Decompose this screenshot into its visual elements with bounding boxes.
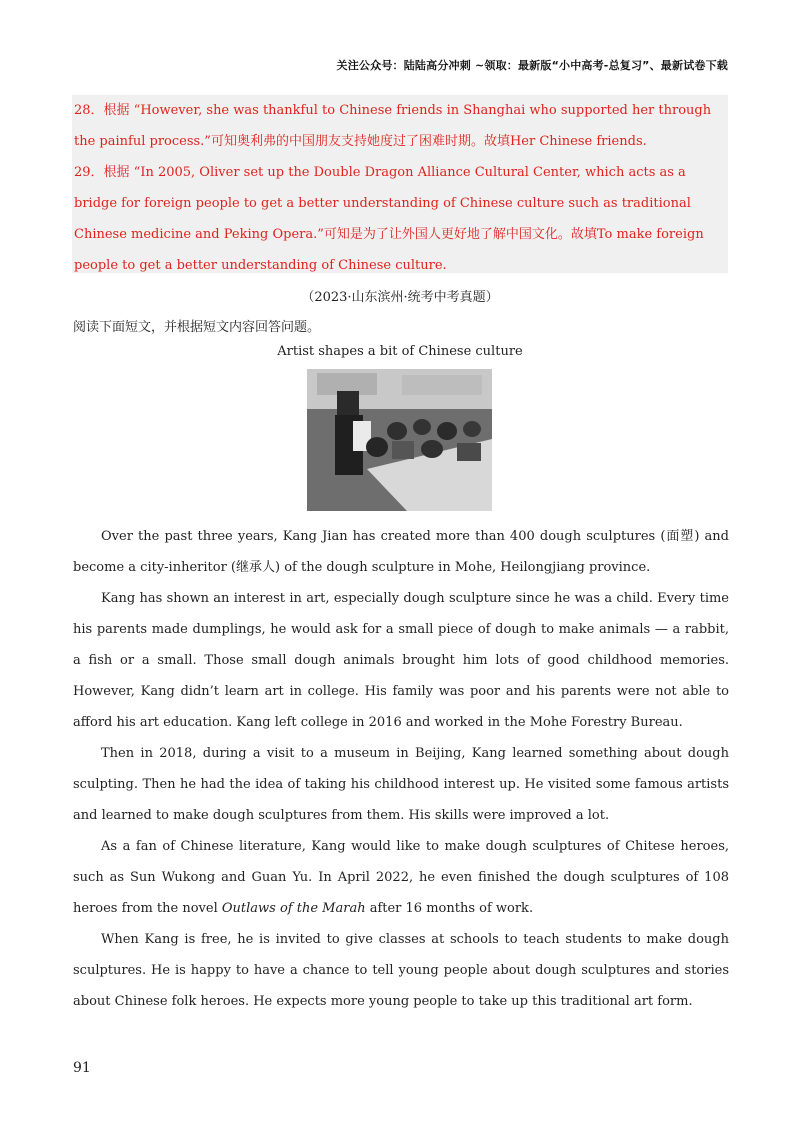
reading-instruction: 阅读下面短文，并根据短文内容回答问题。 — [73, 320, 321, 335]
article-paragraph — [73, 831, 729, 924]
page-number: 91 — [73, 1060, 91, 1076]
article-paragraph: When Kang is free, he is invited to give classes at schools to teach students to make dough sculptures. He is happy to have a chance to tell young people about dough sculptures and stories about Chinese folk heroes. He expects more young people to take up this traditional art form. — [73, 932, 729, 1009]
answer-29: 29．根据 “In 2005, Oliver set up the Double Dragon Alliance Cultural Center, which acts as a bridge for foreign people to get a better understanding of Chinese culture such as traditional Chinese medicine and Peking Opera.”可知是为了让外国人更好地了解中国文化。故填To make foreign people to get a better understanding of Chinese culture. — [74, 165, 704, 273]
answer-28: 28．根据 “However, she was thankful to Chinese friends in Shanghai who supported her through the painful process.”可知奥利弗的中国朋友支持她度过了困难时期。故填Her Chinese friends. — [74, 103, 712, 149]
classroom-photo — [307, 369, 492, 511]
article-paragraph: Then in 2018, during a visit to a museum in Beijing, Kang learned something about dough sculpting. Then he had the idea of taking his childhood interest up. He visited some famous artists and learned to make dough sculptures from them. His skills were improved a lot. — [73, 746, 729, 823]
article-paragraph: Kang has shown an interest in art, especially dough sculpture since he was a child. Every time his parents made dumplings, he would ask for a small piece of dough to make animals — a rabbit, a fish or a small. Those small dough animals brought him lots of good childhood memories. However, Kang didn’t learn art in college. His family was poor and his parents were not able to afford his art education. Kang left college in 2016 and worked in the Mohe Forestry Bureau. — [73, 591, 729, 730]
answer-explanation-box — [72, 95, 728, 273]
header-note: 关注公众号：陆陆高分冲刺 ~领取：最新版“小中高考-总复习”、最新试卷下载 — [336, 59, 728, 72]
paragraph-text: As a fan of Chinese literature, Kang would like to make dough sculptures of Chitese heroes, such as Sun Wukong and Guan Yu. In April 2022, he even finished the dough sculptures of 108 heroes from the novel — [73, 839, 729, 916]
article-paragraph: Over the past three years, Kang Jian has created more than 400 dough sculptures (面塑) and become a city-inheritor (继承人) of the dough sculpture in Mohe, Heilongjiang province. — [73, 529, 729, 575]
article-title: Artist shapes a bit of Chinese culture — [277, 344, 523, 359]
question-source: （2023·山东滨州·统考中考真题） — [301, 290, 499, 305]
article-body — [73, 521, 729, 1017]
novel-title: Outlaws of the Marah — [221, 901, 366, 916]
paragraph-text: after 16 months of work. — [365, 901, 534, 916]
